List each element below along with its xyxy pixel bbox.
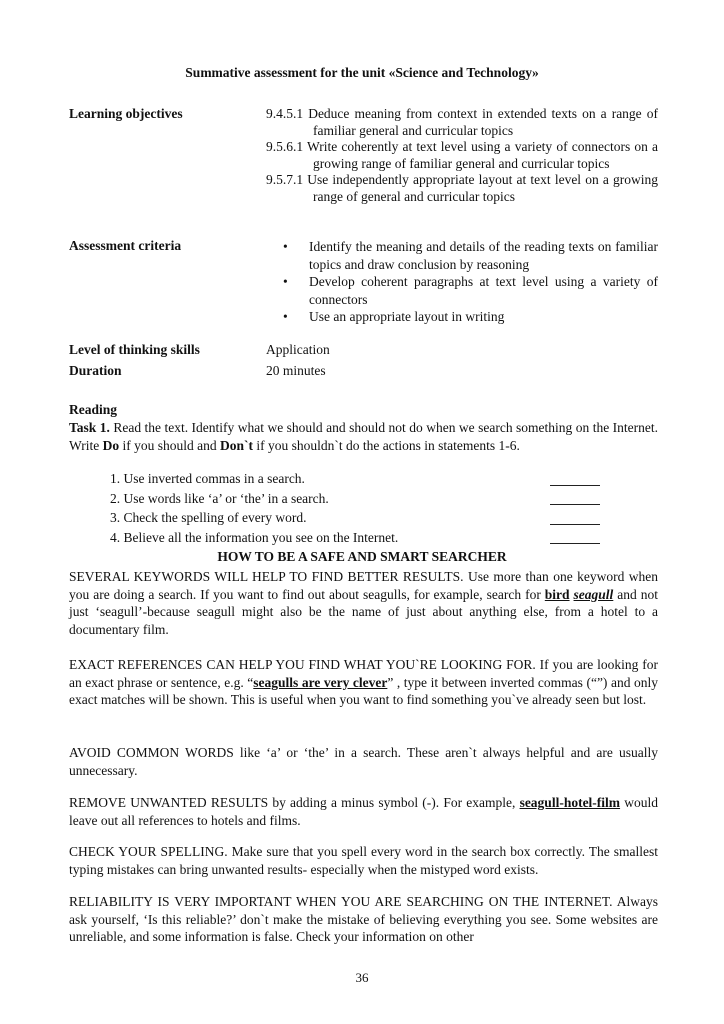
objective-item: 9.5.7.1 Use independently appropriate layout at text level on a growing range of general and curricular topics: [266, 172, 658, 204]
keyword-bird: bird: [544, 586, 570, 602]
statements-list: [110, 469, 610, 547]
article-paragraph: EXACT REFERENCES CAN HELP YOU FIND WHAT YOU`RE LOOKING FOR. If you are looking for an exact phrase or sentence, e.g. “seagulls are very clever” , type it between inverted commas (“”) and only exact matches will be shown. This is useful when you want to find something you`ve already seen but lost.: [69, 657, 659, 708]
assessment-criteria-list: [283, 238, 658, 326]
article-paragraph: AVOID COMMON WORDS like ‘a’ or ‘the’ in a search. These aren`t always helpful and are usually unnecessary.: [69, 745, 658, 778]
keyword-phrase: seagulls are very clever: [253, 674, 388, 690]
answer-blank[interactable]: [550, 542, 600, 544]
task-label: Task 1.: [69, 420, 110, 435]
article-heading: HOW TO BE A SAFE AND SMART SEARCHER: [217, 549, 507, 564]
statement-item: 4. Believe all the information you see on the Internet.: [110, 528, 610, 548]
answer-blank[interactable]: [550, 484, 600, 486]
article-paragraph: CHECK YOUR SPELLING. Make sure that you spell every word in the search box correctly. The smallest typing mistakes can bring unwanted results- especially when the mistyped word exists.: [69, 844, 658, 877]
learning-objectives-list: [266, 106, 658, 205]
keyword-seagull: seagull: [573, 586, 614, 602]
objective-item: 9.5.6.1 Write coherently at text level using a variety of connectors on a growing range of familiar general and curricular topics: [266, 139, 658, 171]
article-paragraph: REMOVE UNWANTED RESULTS by adding a minus symbol (-). For example, seagull-hotel-film would leave out all references to hotels and films.: [69, 795, 659, 828]
article-paragraph: SEVERAL KEYWORDS WILL HELP TO FIND BETTER RESULTS. Use more than one keyword when you are doing a search. If you want to find out about seagulls, for example, search for bird seagull and not just ‘seagull’-because seagull might also be the name of just about anything else, from a hotel to a documentary film.: [69, 569, 659, 637]
criteria-item: • Develop coherent paragraphs at text level using a variety of connectors: [283, 274, 658, 307]
thinking-skills-label: Level of thinking skills: [69, 342, 200, 357]
bullet-icon: •: [283, 274, 288, 289]
thinking-skills-value: Application: [266, 342, 330, 357]
duration-value: 20 minutes: [266, 363, 326, 378]
criteria-item: • Use an appropriate layout in writing: [283, 309, 505, 324]
bullet-icon: •: [283, 309, 288, 324]
statement-item: 1. Use inverted commas in a search.: [110, 469, 610, 489]
objective-item: 9.4.5.1 Deduce meaning from context in extended texts on a range of familiar general and curricular topics: [266, 106, 658, 138]
answer-blank[interactable]: [550, 503, 600, 505]
duration-label: Duration: [69, 363, 122, 378]
page-title: Summative assessment for the unit «Science and Technology»: [185, 65, 539, 80]
task-instructions: Task 1. Read the text. Identify what we should and should not do when we search something on the Internet. Write Do if you should and Don`t if you shouldn`t do the actions in statements 1-6.: [69, 420, 659, 453]
statement-item: 3. Check the spelling of every word.: [110, 508, 610, 528]
article-paragraph: RELIABILITY IS VERY IMPORTANT WHEN YOU ARE SEARCHING ON THE INTERNET. Always ask yourself, ‘Is this reliable?’ don`t make the mistake of believing everything you see. Some websites are unreliable, and some information is false. Check your information on other: [69, 894, 658, 945]
page-number: 36: [355, 970, 369, 985]
learning-objectives-label: Learning objectives: [69, 106, 183, 121]
reading-heading: Reading: [69, 402, 118, 417]
bullet-icon: •: [283, 239, 288, 254]
criteria-item: • Identify the meaning and details of the reading texts on familiar topics and draw conclusion by reasoning: [283, 239, 658, 272]
do-word: Do: [102, 437, 120, 453]
assessment-criteria-label: Assessment criteria: [69, 238, 182, 253]
statement-item: 2. Use words like ‘a’ or ‘the’ in a search.: [110, 489, 610, 509]
dont-word: Don`t: [219, 437, 253, 453]
answer-blank[interactable]: [550, 523, 600, 525]
keyword-minus-example: seagull-hotel-film: [519, 795, 621, 810]
